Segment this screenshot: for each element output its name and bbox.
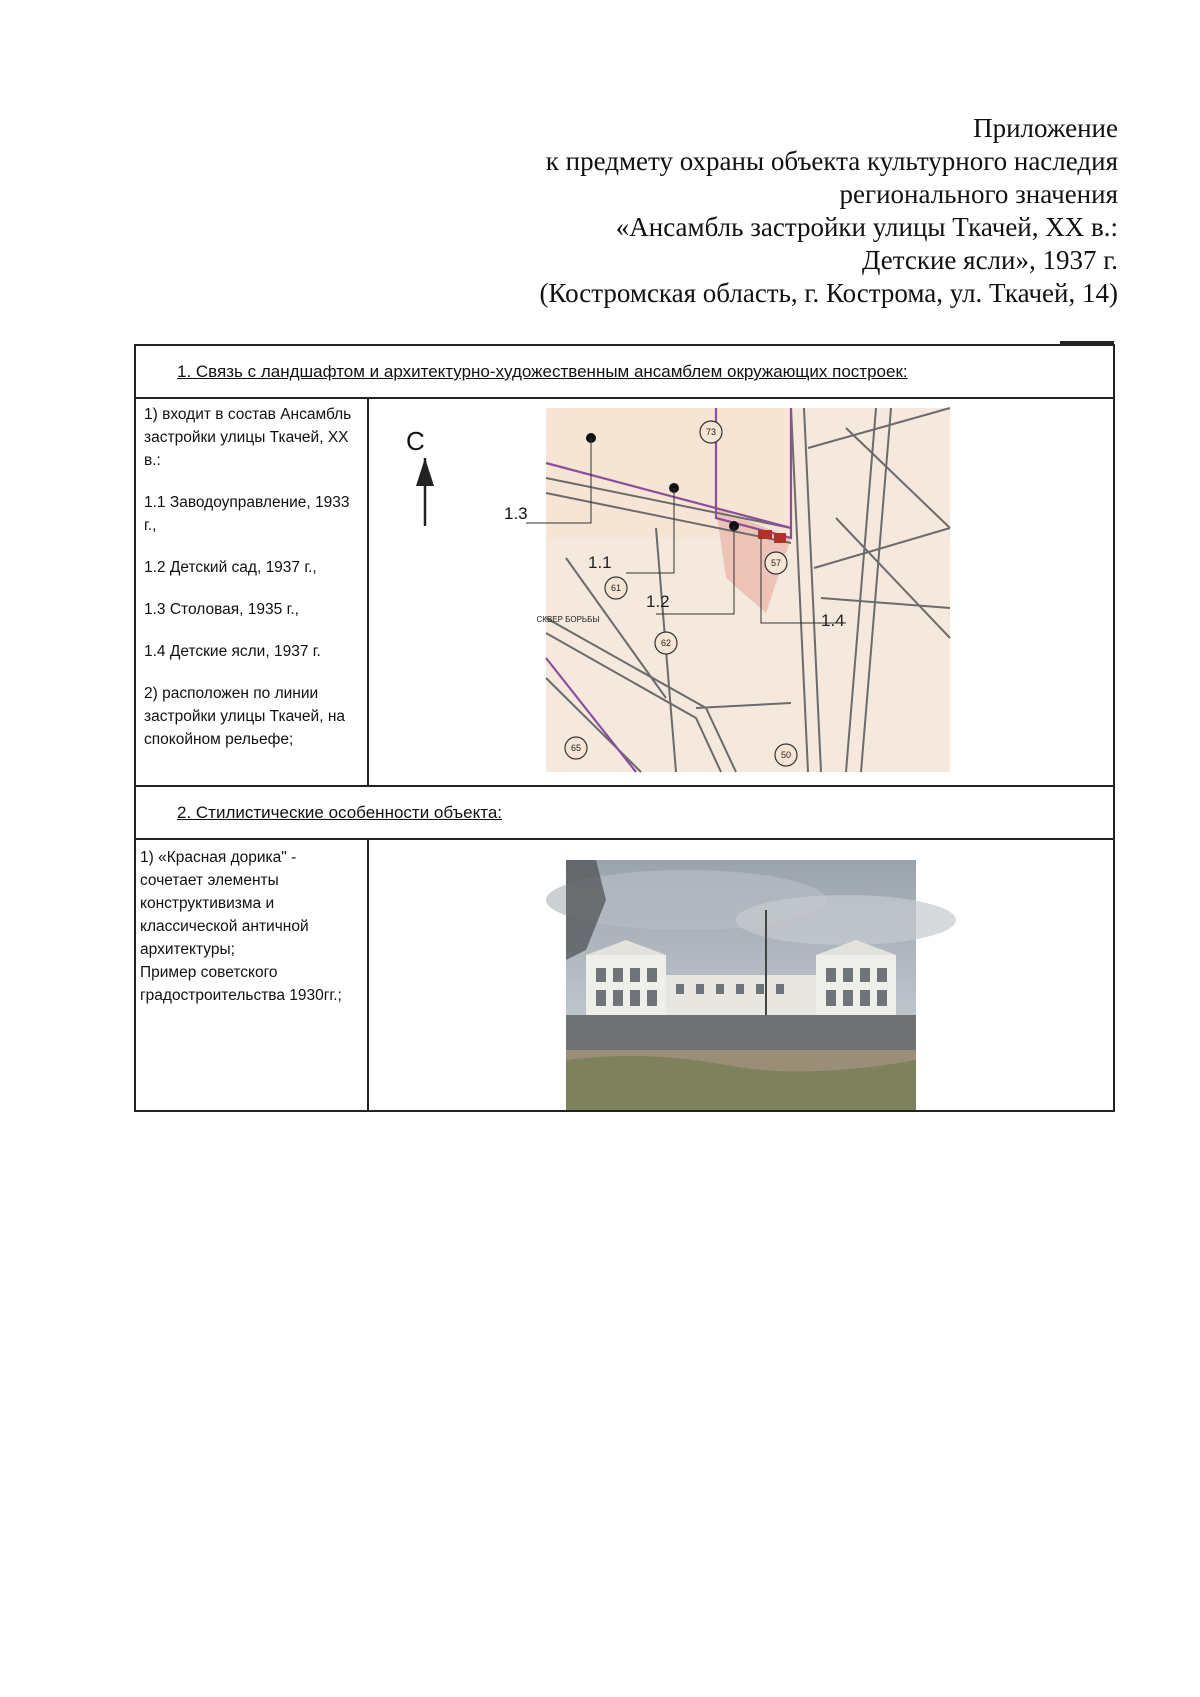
header-line-3: регионального значения	[839, 179, 1118, 209]
location-text: 2) расположен по линии застройки улицы Ткачей, на спокойном рельефе;	[144, 685, 345, 748]
house-61: 61	[610, 583, 622, 593]
square-label: СКВЕР БОРЬБЫ	[536, 615, 600, 624]
house-50: 50	[780, 750, 792, 760]
style-text: 1) «Красная дорика" - сочетает элементы конструктивизма и классической античной архитектуры;	[140, 849, 309, 958]
building-photo	[566, 860, 916, 1110]
location-map	[536, 408, 950, 772]
section-1-title: 1. Связь с ландшафтом и архитектурно-художественным ансамблем окружающих построек:	[177, 362, 908, 381]
callout-1-2: 1.2	[646, 592, 670, 611]
appendix-header	[418, 112, 1118, 310]
item-1-1: 1.1 Заводоуправление, 1933 г.,	[144, 494, 350, 534]
callout-1-4: 1.4	[821, 611, 845, 630]
house-73: 73	[705, 427, 717, 437]
section-2-heading	[136, 787, 1113, 840]
north-label: С	[406, 426, 425, 456]
callout-1-1: 1.1	[588, 553, 612, 572]
protection-table	[134, 344, 1115, 1112]
house-65: 65	[570, 743, 582, 753]
item-1-3: 1.3 Столовая, 1935 г.,	[144, 601, 299, 618]
item-1-4: 1.4 Детские ясли, 1937 г.	[144, 643, 321, 660]
section-2-title: 2. Стилистические особенности объекта:	[177, 803, 503, 822]
item-1-2: 1.2 Детский сад, 1937 г.,	[144, 559, 317, 576]
column-divider-2	[367, 840, 369, 1112]
section-1-text	[144, 403, 362, 751]
house-57: 57	[770, 558, 782, 568]
header-line-4: «Ансамбль застройки улицы Ткачей, XX в.:	[615, 212, 1118, 242]
header-line-5: Детские ясли», 1937 г.	[862, 245, 1118, 275]
example-text: Пример советского градостроительства 1930гг.;	[140, 964, 342, 1004]
column-divider	[367, 399, 369, 785]
section-2-text	[140, 846, 362, 1007]
header-line-1: Приложение	[973, 113, 1118, 143]
membership-text: 1) входит в состав Ансамбль застройки улицы Ткачей, XX в.:	[144, 406, 352, 469]
house-62: 62	[660, 638, 672, 648]
header-line-2: к предмету охраны объекта культурного наследия	[545, 146, 1118, 176]
callout-1-3-label: 1.3	[504, 504, 528, 523]
header-line-6: (Костромская область, г. Кострома, ул. Ткачей, 14)	[539, 278, 1118, 308]
section-1-heading	[136, 346, 1113, 399]
